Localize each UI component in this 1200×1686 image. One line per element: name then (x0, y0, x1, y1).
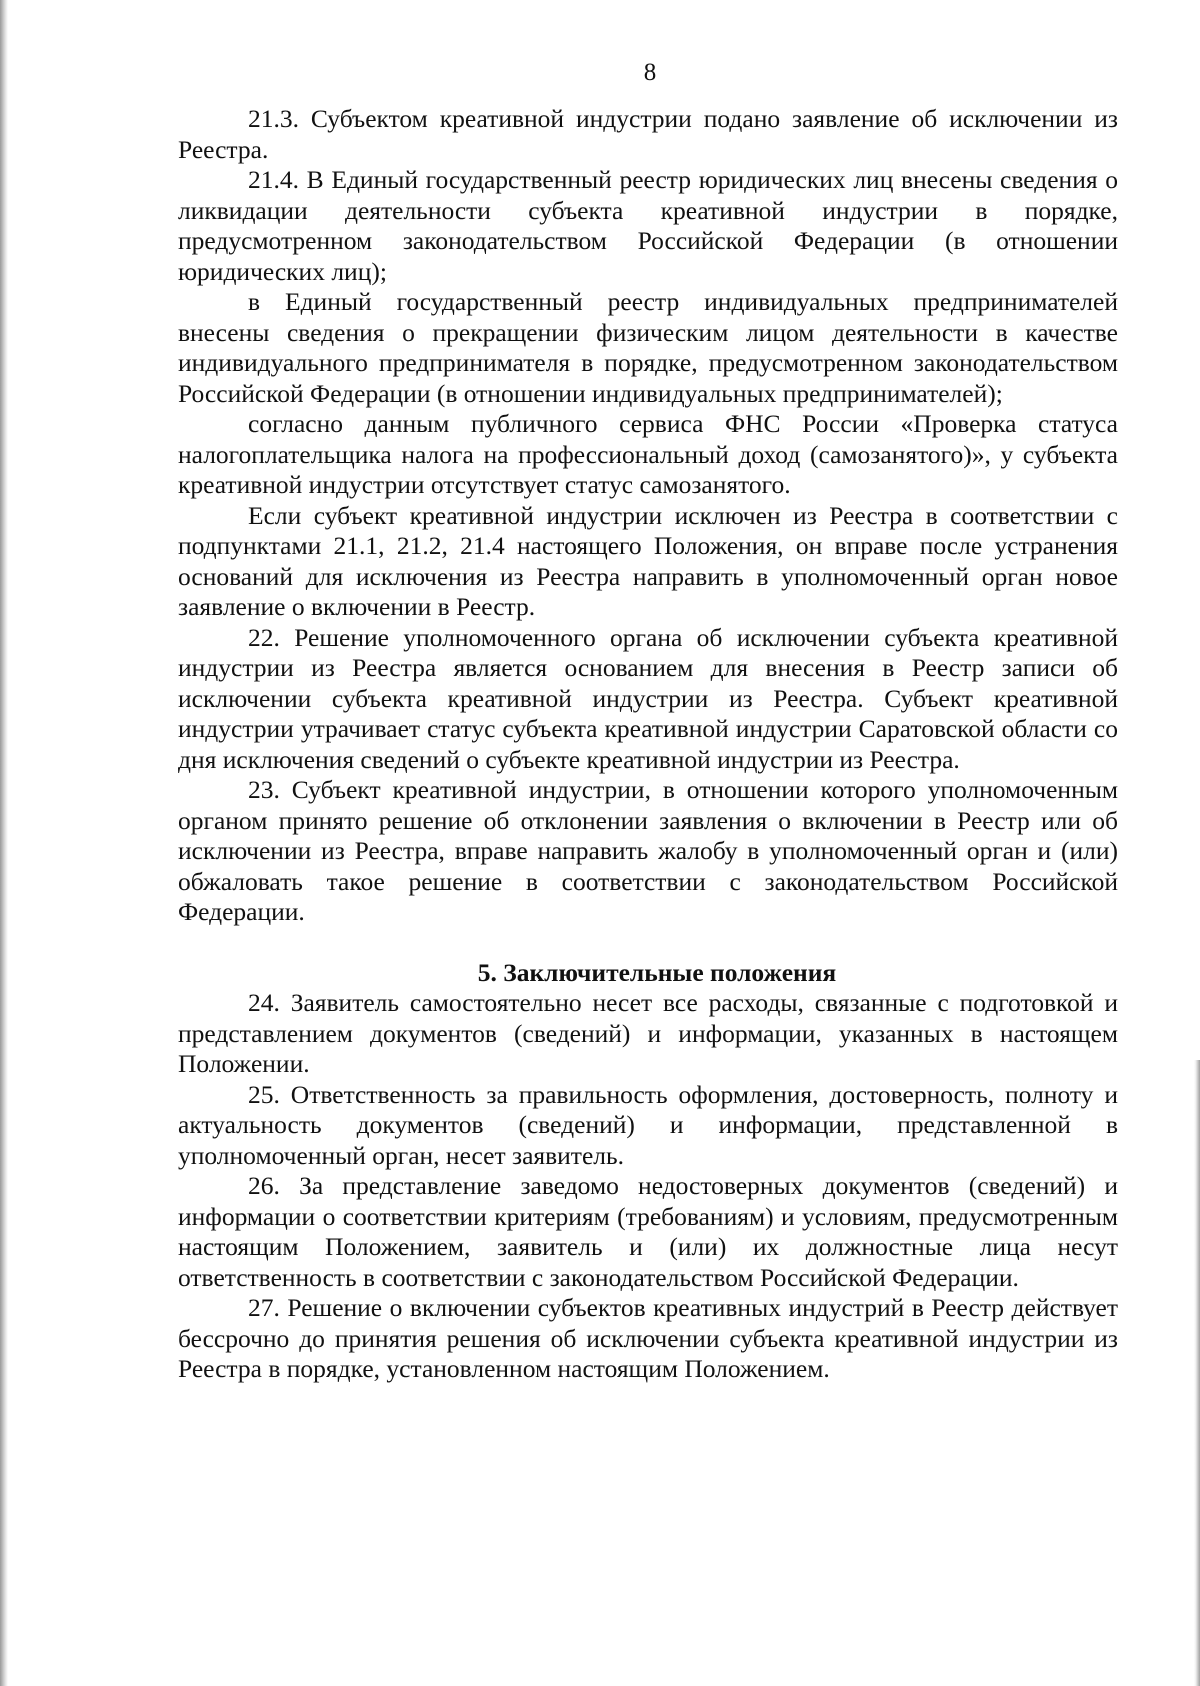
scan-edge-left (0, 0, 8, 1686)
paragraph-21-4-ip: в Единый государственный реестр индивидуальных предпринимателей внесены сведения о прекращении физическим лицом деятельности в качестве индивидуального предпринимателя в порядке, предусмотренном законодательством Российской Федерации (в отношении индивидуальных предпринимателей); (178, 287, 1118, 408)
paragraph-21-4: 21.4. В Единый государственный реестр юридических лиц внесены сведения о ликвидации деятельности субъекта креативной индустрии в порядке, предусмотренном законодательством Российской Федерации (в отношении юридических лиц); (178, 165, 1118, 286)
scan-edge-right (1194, 1060, 1200, 1686)
document-body (178, 104, 1118, 1385)
section-title: 5. Заключительные положения (477, 957, 837, 987)
paragraph-21-3: 21.3. Субъектом креативной индустрии подано заявление об исключении из Реестра. (178, 104, 1118, 164)
paragraph-reapply: Если субъект креативной индустрии исключен из Реестра в соответствии с подпунктами 21.1, 21.2, 21.4 настоящего Положения, он вправе после устранения оснований для исключения из Реестра направить в уполномоченный орган новое заявление о включении в Реестр. (178, 500, 1118, 621)
paragraph-21-4-selfemployed: согласно данным публичного сервиса ФНС России «Проверка статуса налогоплательщика налога на профессиональный доход (самозанятого)», у субъекта креативной индустрии отсутствует статус самозанятого. (178, 409, 1118, 499)
paragraph-23: 23. Субъект креативной индустрии, в отношении которого уполномоченным органом принято решение об отклонении заявления о включении в Реестр или об исключении из Реестра, вправе направить жалобу в уполномоченный орган и (или) обжаловать такое решение в соответствии с законодательством Российской Федерации. (178, 775, 1118, 926)
paragraph-22: 22. Решение уполномоченного органа об исключении субъекта креативной индустрии из Реестра является основанием для внесения в Реестр записи об исключении субъекта креативной индустрии из Реестра. Субъект креативной индустрии утрачивает статус субъекта креативной индустрии Саратовской области со дня исключения сведений о субъекте креативной индустрии из Реестра. (178, 622, 1118, 774)
paragraph-26: 26. За представление заведомо недостоверных документов (сведений) и информации о соответствии критериям (требованиям) и условиям, предусмотренным настоящим Положением, заявитель и (или) их должностные лица несут ответственность в соответствии с законодательством Российской Федерации. (178, 1171, 1118, 1292)
paragraph-24: 24. Заявитель самостоятельно несет все расходы, связанные с подготовкой и представлением документов (сведений) и информации, указанных в настоящем Положении. (178, 988, 1118, 1078)
paragraph-27: 27. Решение о включении субъектов креативных индустрий в Реестр действует бессрочно до принятия решения об исключении субъекта креативной индустрии из Реестра в порядке, установленном настоящим Положением. (178, 1293, 1118, 1383)
paragraph-25: 25. Ответственность за правильность оформления, достоверность, полноту и актуальность документов (сведений) и информации, представленной в уполномоченный орган, несет заявитель. (178, 1079, 1118, 1170)
page-number: 8 (643, 59, 657, 86)
